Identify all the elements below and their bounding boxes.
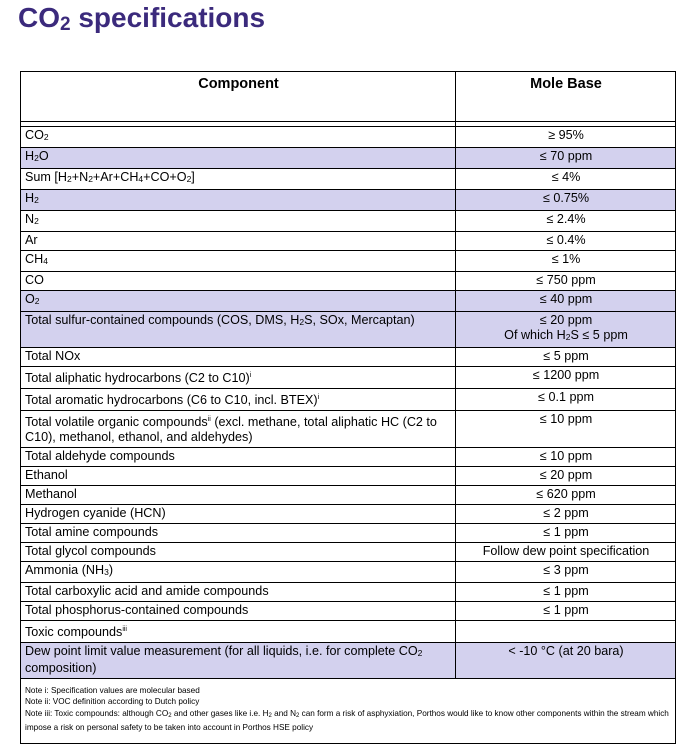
mole-base-value: ≤ 0.75% [542, 191, 590, 205]
footnote [25, 708, 671, 734]
mole-base-value: ≤ 10 ppm [539, 412, 593, 426]
component-text: Total amine compounds [25, 525, 159, 539]
footnote-text: can form a risk of asphyxiation, Porthos would like to know other components within the stream which impose a risk on personal safety to be taken into account in Porthos HSE policy [25, 708, 669, 732]
notes-cell [21, 679, 676, 744]
footnote-text: Note i: Specification values are molecular based [25, 686, 200, 695]
component-text: Total aromatic hydrocarbons (C6 to C10, incl. BTEX) [25, 393, 318, 407]
component-text: H [25, 149, 35, 163]
mole-base-cell [456, 251, 676, 272]
title-rest: specifications [70, 2, 266, 33]
mole-base-cell [456, 543, 676, 562]
component-text: +N [71, 170, 89, 184]
table-row [21, 486, 676, 505]
mole-base-cell [456, 562, 676, 583]
component-text: S, SOx, Mercaptan) [304, 313, 415, 327]
component-cell [21, 251, 456, 272]
component-text: (excl. methane, total aliphatic HC (C2 to C10), methanol, ethanol, and aldehydes) [25, 415, 437, 444]
footnote-text: and N [271, 708, 296, 718]
component-cell [21, 127, 456, 148]
component-text: +CO+O [143, 170, 187, 184]
page-title [18, 2, 265, 34]
table-row [21, 251, 676, 272]
component-text: O [38, 149, 49, 163]
mole-base-value: ≤ 1 ppm [543, 584, 589, 598]
table-row [21, 602, 676, 621]
mole-base-value: ≤ 1% [551, 252, 581, 266]
component-subscript: 2 [34, 296, 40, 306]
mole-base-value: ≤ 1 ppm [543, 525, 589, 539]
component-text: Toxic compounds [25, 625, 123, 639]
component-text: Ar [25, 233, 38, 247]
component-text: Dew point limit value measurement (for all liquids, i.e. for complete CO [25, 644, 418, 658]
table-row [21, 312, 676, 348]
component-text: Total volatile organic compounds [25, 415, 208, 429]
mole-base-value: ≤ 70 ppm [539, 149, 593, 163]
component-text: +Ar+CH [92, 170, 139, 184]
component-cell [21, 583, 456, 602]
component-cell [21, 367, 456, 389]
notes-row [21, 679, 676, 744]
component-cell [21, 524, 456, 543]
footnote-subscript: 2 [295, 712, 300, 719]
footnote-subscript: 2 [268, 712, 272, 719]
component-cell [21, 621, 456, 643]
table-row [21, 291, 676, 312]
mole-base-value: ≤ 620 ppm [536, 487, 596, 501]
mole-base-cell [456, 583, 676, 602]
mole-base-cell [456, 169, 676, 190]
table-row [21, 448, 676, 467]
mole-base-cell [456, 448, 676, 467]
component-cell [21, 272, 456, 291]
mole-base-cell [456, 367, 676, 389]
component-subscript: 3 [104, 567, 109, 577]
component-text: N [25, 212, 35, 226]
component-cell [21, 148, 456, 169]
component-cell [21, 312, 456, 348]
component-cell [21, 467, 456, 486]
component-text: Ethanol [25, 468, 68, 482]
component-text: Methanol [25, 487, 77, 501]
component-note-marker: i [249, 372, 252, 379]
table-row [21, 211, 676, 232]
component-cell [21, 389, 456, 411]
component-cell [21, 211, 456, 232]
component-text: Total carboxylic acid and amide compounds [25, 584, 269, 598]
component-text: CH [25, 252, 44, 266]
table-row [21, 190, 676, 211]
mole-base-value: ≤ 1200 ppm [532, 368, 600, 382]
mole-base-value: ≥ 95% [548, 128, 584, 142]
component-subscript: 4 [138, 174, 144, 184]
mole-base-value: ≤ 0.4% [546, 233, 586, 247]
component-subscript: 2 [67, 174, 72, 184]
table-row [21, 348, 676, 367]
component-cell [21, 411, 456, 448]
component-cell [21, 602, 456, 621]
mole-base-cell [456, 127, 676, 148]
component-subscript: 2 [186, 174, 192, 184]
footnote-text: Note ii: VOC definition according to Dutch policy [25, 697, 200, 707]
table-row [21, 621, 676, 643]
component-note-marker: ii [207, 416, 211, 423]
mole-base-value-line2 [460, 328, 672, 345]
table-row [21, 411, 676, 448]
mole-base-cell [456, 389, 676, 411]
footnote-text: and other gases like i.e. H [171, 708, 269, 718]
component-subscript: 2 [299, 317, 305, 327]
component-text: Ammonia (NH [25, 563, 105, 577]
mole-base-cell [456, 211, 676, 232]
mole-base-value: < -10 °C (at 20 bara) [508, 644, 624, 658]
component-text: Sum [H [25, 170, 67, 184]
mole-base-value: ≤ 0.1 ppm [538, 390, 594, 404]
component-cell [21, 232, 456, 251]
component-subscript: 2 [34, 216, 39, 226]
mole-base-cell [456, 621, 676, 643]
table-row [21, 272, 676, 291]
component-cell [21, 562, 456, 583]
component-text: Total aliphatic hydrocarbons (C2 to C10) [25, 371, 250, 385]
component-text: CO [25, 128, 44, 142]
component-subscript: 2 [43, 132, 49, 142]
table-row [21, 148, 676, 169]
component-cell [21, 543, 456, 562]
mole-base-value: ≤ 10 ppm [539, 449, 593, 463]
table-row [21, 643, 676, 679]
footnote [25, 696, 671, 707]
mole-base-cell [456, 148, 676, 169]
component-text: O [25, 292, 35, 306]
mole-base-cell [456, 643, 676, 679]
mole-base-cell [456, 467, 676, 486]
component-cell [21, 505, 456, 524]
component-text: Total glycol compounds [25, 544, 156, 558]
mole-base-cell [456, 524, 676, 543]
co2-spec-table [20, 71, 676, 744]
component-cell [21, 291, 456, 312]
component-text: ) [108, 563, 114, 577]
component-cell [21, 643, 456, 679]
component-subscript: 2 [88, 174, 93, 184]
component-subscript: 2 [34, 153, 39, 163]
table-row [21, 505, 676, 524]
mole-base-value: ≤ 2 ppm [543, 506, 589, 520]
mole-base-value-text: Of which H [504, 328, 566, 342]
mole-base-value: ≤ 20 ppm [539, 313, 593, 327]
component-text: Hydrogen cyanide (HCN) [25, 506, 166, 520]
mole-base-cell [456, 602, 676, 621]
table-row [21, 467, 676, 486]
mole-base-cell [456, 232, 676, 251]
title-main: CO [18, 2, 60, 33]
component-cell [21, 190, 456, 211]
table-row [21, 127, 676, 148]
mole-base-cell [456, 486, 676, 505]
component-subscript: 2 [34, 195, 39, 205]
mole-base-value: ≤ 2.4% [546, 212, 586, 226]
table-row [21, 583, 676, 602]
mole-base-value: Follow dew point specification [482, 544, 650, 558]
footnote-text: Note iii: Toxic compounds: although CO [25, 708, 169, 718]
component-text: Total phosphorus-contained compounds [25, 603, 249, 617]
component-text: Total aldehyde compounds [25, 449, 175, 463]
component-subscript: 4 [43, 256, 48, 266]
component-text: H [25, 191, 35, 205]
mole-base-value-text: S ≤ 5 ppm [570, 328, 628, 342]
component-cell [21, 348, 456, 367]
component-text: composition) [25, 661, 97, 675]
table-row [21, 367, 676, 389]
mole-base-cell [456, 411, 676, 448]
table-row [21, 389, 676, 411]
table-header-row [21, 72, 676, 122]
component-cell [21, 486, 456, 505]
component-note-marker: i [317, 394, 320, 401]
table-row [21, 524, 676, 543]
table-row [21, 562, 676, 583]
table-row [21, 232, 676, 251]
component-text: ] [191, 170, 195, 184]
mole-base-value: ≤ 20 ppm [539, 468, 593, 482]
component-text: CO [25, 273, 44, 287]
mole-base-cell [456, 190, 676, 211]
mole-base-value: ≤ 40 ppm [539, 292, 593, 306]
footnote [25, 685, 671, 696]
mole-base-value: ≤ 750 ppm [536, 273, 596, 287]
mole-base-cell [456, 291, 676, 312]
mole-base-cell [456, 312, 676, 348]
mole-base-cell [456, 505, 676, 524]
mole-base-value: ≤ 5 ppm [543, 349, 589, 363]
footnote-subscript: 2 [168, 712, 172, 719]
mole-base-cell [456, 272, 676, 291]
component-text: Total NOx [25, 349, 81, 363]
mole-base-value: ≤ 1 ppm [543, 603, 589, 617]
mole-base-value-subscript: 2 [565, 332, 571, 342]
title-subscript: 2 [60, 14, 71, 35]
component-cell [21, 448, 456, 467]
component-subscript: 2 [417, 648, 423, 658]
header-component: Component [21, 72, 456, 122]
table-row [21, 543, 676, 562]
mole-base-cell [456, 348, 676, 367]
mole-base-value: ≤ 3 ppm [543, 563, 589, 577]
component-text: Total sulfur-contained compounds (COS, DMS, H [25, 313, 300, 327]
component-cell [21, 169, 456, 190]
table-body [21, 122, 676, 679]
header-mole-base: Mole Base [456, 72, 676, 122]
component-note-marker: iii [122, 626, 127, 633]
mole-base-value: ≤ 4% [551, 170, 581, 184]
table-row [21, 169, 676, 190]
